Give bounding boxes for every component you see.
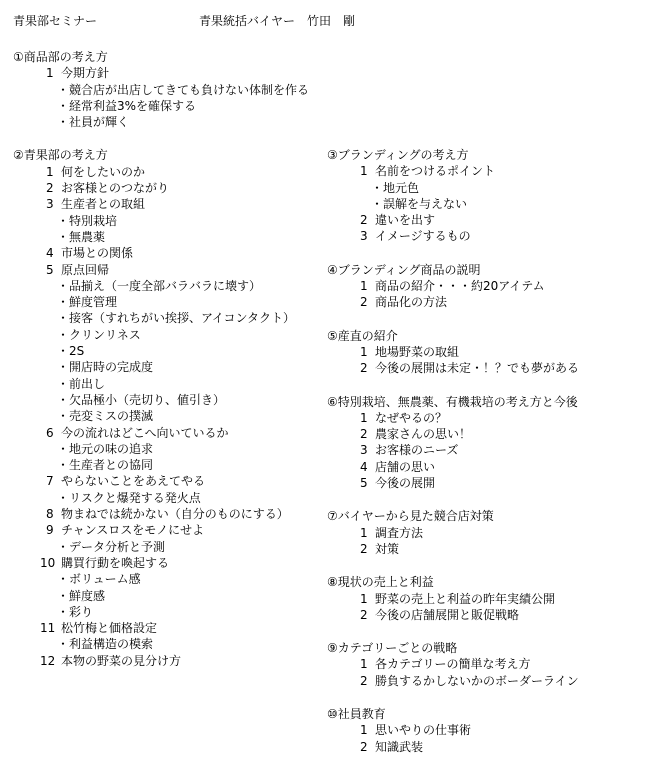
item-number: 1 (360, 657, 368, 672)
sub-item: ・利益構造の模索 (57, 637, 154, 652)
item-text: 今の流れはどこへ向いているか (61, 425, 229, 440)
outline-item (327, 278, 647, 294)
outline-item (327, 163, 647, 179)
item-text: 思いやりの仕事術 (375, 723, 472, 738)
item-text: 今後の展開は未定・！？でも夢がある (375, 361, 580, 376)
item-text: 勝負するかしないかのボーダーライン (375, 673, 579, 688)
item-text: 松竹梅と価格設定 (61, 621, 158, 636)
outline-item (13, 164, 333, 180)
item-text: 店舗の思い (375, 459, 436, 474)
sub-item: ・売変ミスの撲滅 (57, 409, 154, 424)
item-number: 2 (360, 541, 368, 556)
sub-item: ・鮮度管理 (57, 295, 118, 310)
section-heading: ③ブランディングの考え方 (327, 148, 469, 162)
sub-item: ・2S (57, 344, 85, 359)
item-text: 今後の店舗展開と販促戦略 (375, 607, 520, 622)
outline-item (327, 426, 647, 442)
outline-item (13, 180, 333, 196)
sub-item: ・欠品極小（売切り、値引き） (57, 392, 226, 407)
item-number: 1 (360, 525, 368, 540)
outline-section (327, 262, 647, 311)
item-number: 1 (360, 279, 368, 294)
item-number: 4 (360, 459, 368, 474)
item-text: チャンスロスをモノにせよ (61, 523, 205, 538)
outline-item (327, 228, 647, 244)
item-text: 各カテゴリーの簡単な考え方 (375, 657, 531, 672)
item-number: 11 (40, 621, 56, 636)
outline-section (327, 147, 647, 245)
item-text: 知識武装 (375, 739, 424, 754)
item-number: 3 (360, 443, 368, 458)
item-number: 5 (360, 476, 368, 491)
item-number: 1 (360, 164, 368, 179)
item-number: 1 (360, 723, 368, 738)
item-number: 10 (40, 555, 56, 570)
item-text: 何をしたいのか (61, 164, 146, 179)
sub-item: ・開店時の完成度 (57, 360, 154, 375)
document-header (13, 13, 633, 30)
item-number: 6 (46, 425, 54, 440)
item-text: イメージするもの (375, 229, 471, 244)
item-text: 購買行動を喚起する (61, 555, 170, 570)
item-text: 対策 (375, 541, 400, 556)
outline-item (327, 673, 647, 689)
section-heading: ④ブランディング商品の説明 (327, 262, 481, 277)
item-number: 2 (46, 181, 54, 196)
item-number: 2 (360, 295, 368, 310)
section-heading: ⑨カテゴリーごとの戦略 (327, 641, 458, 656)
item-number: 2 (360, 361, 368, 376)
outline-item (327, 459, 647, 475)
outline-item (327, 739, 647, 755)
item-text: 違いを出す (375, 213, 436, 228)
outline-item (13, 196, 333, 212)
document-title: 青果部セミナー (13, 14, 98, 28)
sub-item: ・地元の味の追求 (57, 441, 154, 456)
item-number: 2 (360, 673, 368, 688)
outline-item (13, 653, 333, 669)
item-number: 1 (46, 66, 54, 81)
outline-item (327, 294, 647, 310)
outline-section (327, 508, 647, 557)
item-number: 2 (360, 739, 368, 754)
outline-item (13, 425, 333, 441)
item-number: 4 (46, 246, 54, 261)
item-number: 8 (46, 507, 54, 522)
item-number: 2 (360, 607, 368, 622)
sub-item: ・競合店が出店してきても負けない体制を作る (57, 82, 310, 97)
sub-item: ・地元色 (371, 180, 420, 195)
outline-section (13, 49, 333, 130)
outline-section (327, 640, 647, 689)
outline-section (327, 328, 647, 377)
sub-item: ・品揃え（一度全部バラバラに壊す） (57, 278, 262, 293)
sub-item: ・社員が輝く (57, 115, 130, 130)
right-column (327, 147, 647, 772)
item-text: 市場との関係 (61, 246, 134, 261)
item-text: 調査方法 (375, 525, 424, 540)
outline-item (13, 522, 333, 538)
section-heading: ⑩社員教育 (327, 707, 386, 722)
sub-item: ・リスクと爆発する発火点 (57, 490, 201, 505)
item-text: 農家さんの思い！ (375, 427, 472, 442)
item-number: 2 (360, 213, 368, 228)
sub-item: ・前出し (57, 376, 106, 391)
item-number: 7 (46, 474, 54, 489)
left-column (13, 49, 333, 686)
item-number: 3 (46, 197, 54, 212)
outline-item (327, 212, 647, 228)
item-number: 1 (360, 410, 368, 425)
sub-item: ・接客（すれちがい挨拶、アイコンタクト） (57, 311, 295, 326)
outline-item (13, 245, 333, 261)
item-number: 5 (46, 262, 54, 277)
outline-item (13, 473, 333, 489)
outline-item (327, 722, 647, 738)
outline-item (327, 360, 647, 376)
sub-item: ・鮮度感 (57, 588, 106, 603)
item-number: 12 (40, 653, 56, 668)
sub-item: ・特別栽培 (57, 213, 118, 228)
sub-item: ・クリンリネス (57, 327, 141, 342)
item-text: 物まねでは続かない（自分のものにする） (61, 507, 289, 522)
item-text: 名前をつけるポイント (375, 164, 496, 179)
item-number: 2 (360, 427, 368, 442)
sub-item: ・彩り (57, 604, 94, 619)
item-text: 生産者との取組 (61, 197, 146, 212)
outline-item (327, 475, 647, 491)
outline-section (327, 574, 647, 623)
sub-item: ・生産者との協同 (57, 458, 154, 473)
sub-item: ・ボリューム感 (57, 572, 141, 587)
outline-item (327, 442, 647, 458)
outline-item (327, 344, 647, 360)
item-number: 3 (360, 229, 368, 244)
section-heading: ⑦バイヤーから見た競合店対策 (327, 509, 494, 524)
outline-section (13, 147, 333, 669)
section-heading: ⑥特別栽培、無農薬、有機栽培の考え方と今後 (327, 394, 578, 409)
item-number: 1 (46, 164, 54, 179)
item-text: 商品の紹介・・・約20アイテム (375, 279, 545, 294)
outline-item (13, 262, 333, 278)
sub-item: ・誤解を与えない (371, 196, 468, 211)
outline-item (13, 620, 333, 636)
outline-section (327, 706, 647, 755)
section-heading: ⑧現状の売上と利益 (327, 575, 434, 590)
sub-item: ・データ分析と予測 (57, 539, 166, 554)
outline-item (13, 555, 333, 571)
item-text: 今後の展開 (375, 476, 436, 491)
document-author: 青果統括バイヤー 竹田 剛 (199, 14, 356, 28)
outline-item (327, 591, 647, 607)
item-text: 本物の野菜の見分け方 (61, 653, 182, 668)
item-number: 1 (360, 591, 368, 606)
item-text: 今期方針 (61, 66, 110, 81)
item-text: 原点回帰 (61, 262, 110, 277)
section-heading: ⑤産直の紹介 (327, 328, 398, 343)
item-text: やらないことをあえてやる (61, 474, 206, 489)
item-text: なぜやるの？ (375, 410, 448, 425)
sub-item: ・無農薬 (57, 229, 106, 244)
item-text: お客様とのつながり (61, 181, 170, 196)
item-text: 商品化の方法 (375, 295, 448, 310)
item-number: 1 (360, 344, 368, 359)
outline-item (327, 541, 647, 557)
outline-item (13, 65, 333, 81)
item-text: 野菜の売上と利益の昨年実績公開 (375, 591, 556, 606)
outline-item (327, 656, 647, 672)
section-heading: ②青果部の考え方 (13, 148, 108, 163)
item-text: 地場野菜の取組 (375, 344, 460, 359)
section-heading: ①商品部の考え方 (13, 50, 108, 64)
item-number: 9 (46, 523, 54, 538)
outline-item (327, 607, 647, 623)
outline-item (13, 506, 333, 522)
item-text: お客様のニーズ (375, 443, 459, 458)
outline-item (327, 525, 647, 541)
outline-section (327, 394, 647, 492)
sub-item: ・経常利益3%を確保する (57, 98, 197, 113)
outline-item (327, 410, 647, 426)
